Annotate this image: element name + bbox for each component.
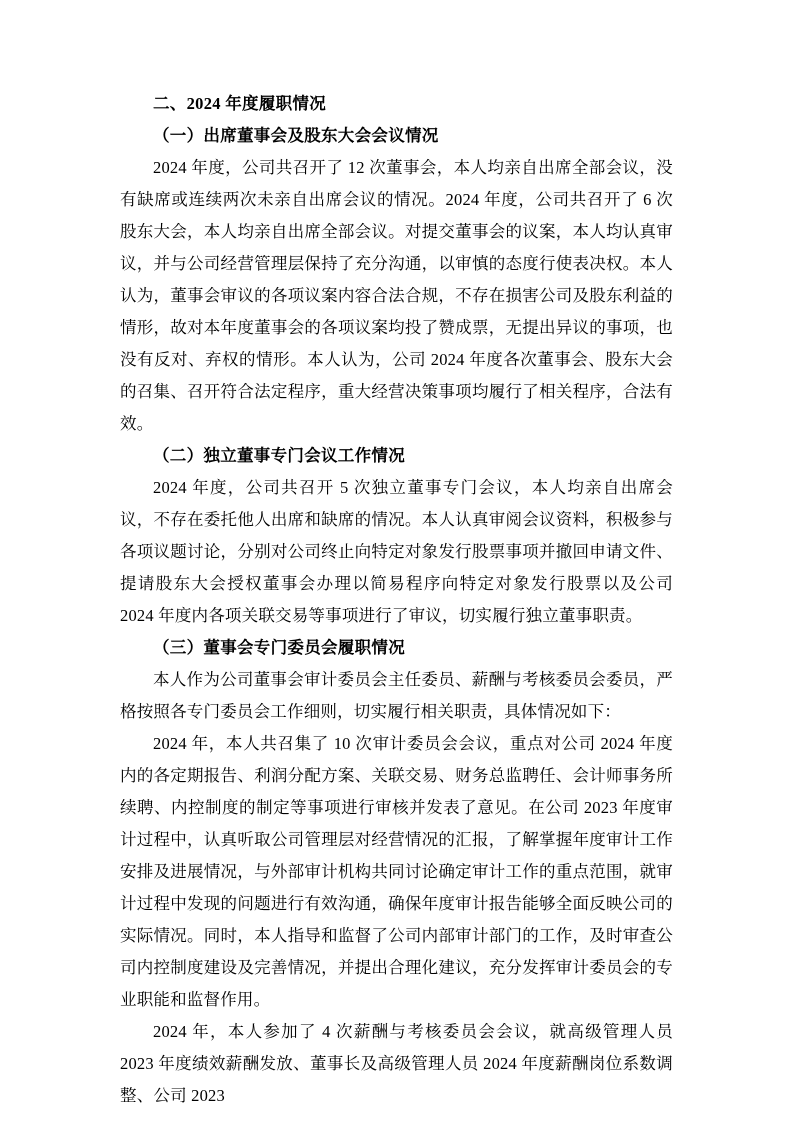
paragraph-committee-roles: 本人作为公司董事会审计委员会主任委员、薪酬与考核委员会委员，严格按照各专门委员会工作细则，切实履行相关职责，具体情况如下：	[120, 670, 673, 721]
paragraph-board-attendance: 2024 年度，公司共召开了 12 次董事会，本人均亲自出席全部会议，没有缺席或连续两次未亲自出席会议的情况。2024 年度，公司共召开了 6 次股东大会，本人均亲自出席全部会议。对提交董事会的议案，本人均认真审议，并与公司经营管理层保持了充分沟通，以审慎的态度行使表决权。本人认为，董事会审议的各项议案内容合法合规，不存在损害公司及股东利益的情形，故对本年度董事会的各项议案均投了赞成票，无提出异议的事项，也没有反对、弃权的情形。本人认为，公司 2024 年度各次董事会、股东大会的召集、召开符合法定程序，重大经营决策事项均履行了相关程序，合法有效。	[120, 158, 673, 433]
paragraph-independent-director-meetings: 2024 年度，公司共召开 5 次独立董事专门会议，本人均亲自出席会议，不存在委托他人出席和缺席的情况。本人认真审阅会议资料，积极参与各项议题讨论，分别对公司终止向特定对象发行股票事项并撤回申请文件、提请股东大会授权董事会办理以简易程序向特定对象发行股票以及公司 2024 年度内各项关联交易等事项进行了审议，切实履行独立董事职责。	[120, 478, 673, 625]
paragraph-remuneration-committee: 2024 年，本人参加了 4 次薪酬与考核委员会会议，就高级管理人员 2023 年度绩效薪酬发放、董事长及高级管理人员 2024 年度薪酬岗位系数调整、公司 2023	[120, 1022, 673, 1105]
paragraph-audit-committee: 2024 年，本人共召集了 10 次审计委员会会议，重点对公司 2024 年度内的各定期报告、利润分配方案、关联交易、财务总监聘任、会计师事务所续聘、内控制度的制定等事项进行审核并发表了意见。在公司 2023 年度审计过程中，认真听取公司管理层对经营情况的汇报，了解掌握年度审计工作安排及进展情况，与外部审计机构共同讨论确定审计工作的重点范围，就审计过程中发现的问题进行有效沟通，确保年度审计报告能够全面反映公司的实际情况。同时，本人指导和监督了公司内部审计部门的工作，及时审查公司内控制度建设及完善情况，并提出合理化建议，充分发挥审计委员会的专业职能和监督作用。	[120, 734, 673, 1009]
main-section-heading: 二、2024 年度履职情况	[153, 94, 327, 113]
subsection-heading-special-committees: （三）董事会专门委员会履职情况	[153, 638, 405, 657]
subsection-heading-board-attendance: （一）出席董事会及股东大会会议情况	[153, 126, 439, 145]
subsection-heading-independent-director-meetings: （二）独立董事专门会议工作情况	[153, 446, 405, 465]
